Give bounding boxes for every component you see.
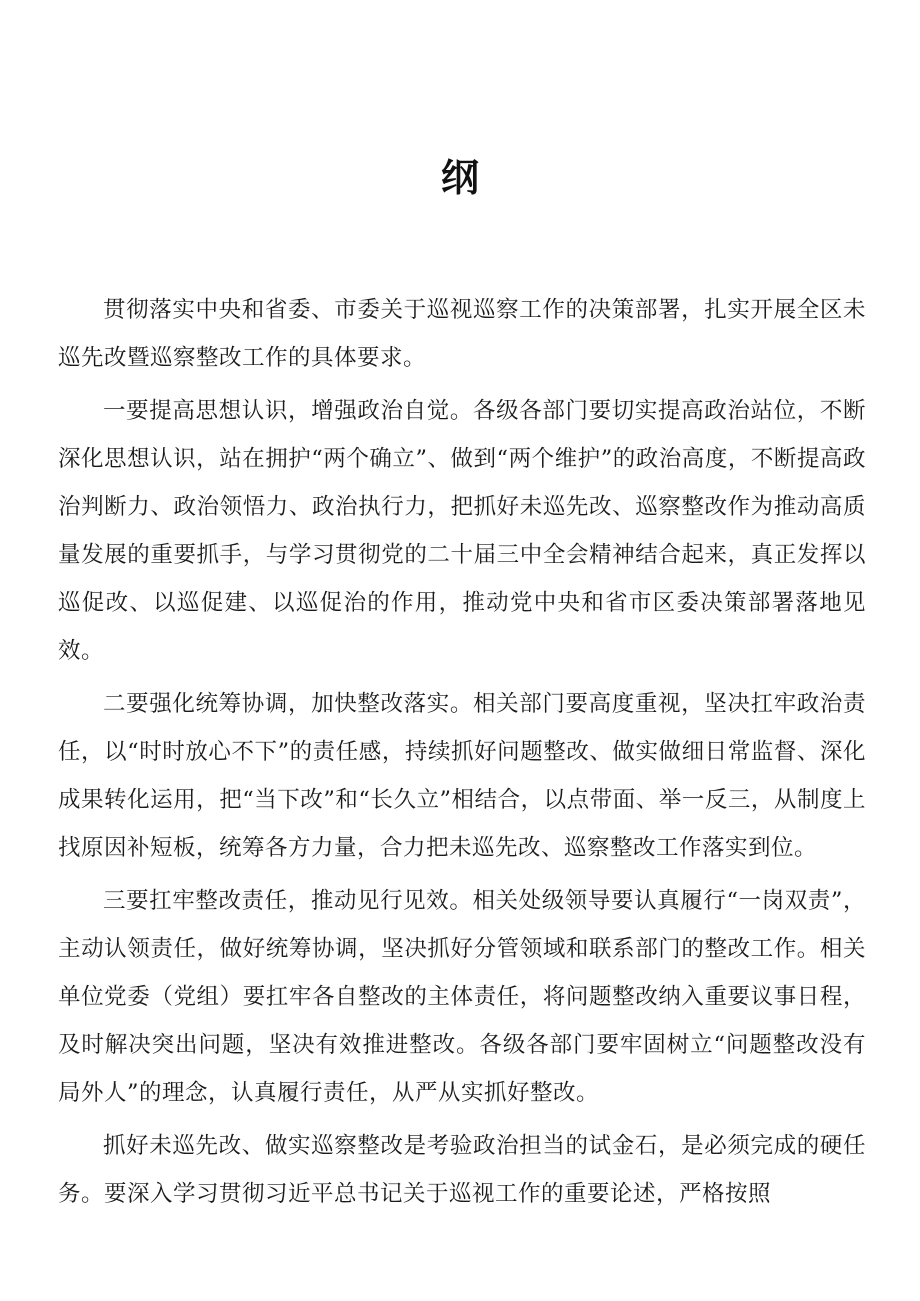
paragraph-three: 三要扛牢整改责任，推动见行见效。相关处级领导要认真履行“一岗双责”，主动认领责任，做好统筹协调，坚决抓好分管领域和联系部门的整改工作。相关单位党委（党组）要扛牢各自整改的主体责任，将问题整改纳入重要议事日程，及时解决突出问题，坚决有效推进整改。各级各部门要牢固树立“问题整改没有局外人”的理念，认真履行责任，从严从实抓好整改。	[58, 888, 866, 1106]
document-body	[58, 286, 866, 1223]
paragraph-one: 一要提高思想认识，增强政治自觉。各级各部门要切实提高政治站位，不断深化思想认识，站在拥护“两个确立”、做到“两个维护”的政治高度，不断提高政治判断力、政治领悟力、政治执行力，把抓好未巡先改、巡察整改作为推动高质量发展的重要抓手，与学习贯彻党的二十届三中全会精神结合起来，真正发挥以巡促改、以巡促建、以巡促治的作用，推动党中央和省市区委决策部署落地见效。	[58, 398, 866, 664]
paragraph-two: 二要强化统筹协调，加快整改落实。相关部门要高度重视，坚决扛牢政治责任，以“时时放心不下”的责任感，持续抓好问题整改、做实做细日常监督、深化成果转化运用，把“当下改”和“长久立”相结合，以点带面、举一反三，从制度上找原因补短板，统筹各方力量，合力把未巡先改、巡察整改工作落实到位。	[58, 691, 866, 861]
paragraph-intro: 贯彻落实中央和省委、市委关于巡视巡察工作的决策部署，扎实开展全区未巡先改暨巡察整改工作的具体要求。	[58, 297, 866, 371]
document-title: 纲	[440, 156, 479, 200]
paragraph-closing: 抓好未巡先改、做实巡察整改是考验政治担当的试金石，是必须完成的硬任务。要深入学习贯彻习近平总书记关于巡视工作的重要论述，严格按照	[58, 1133, 866, 1207]
